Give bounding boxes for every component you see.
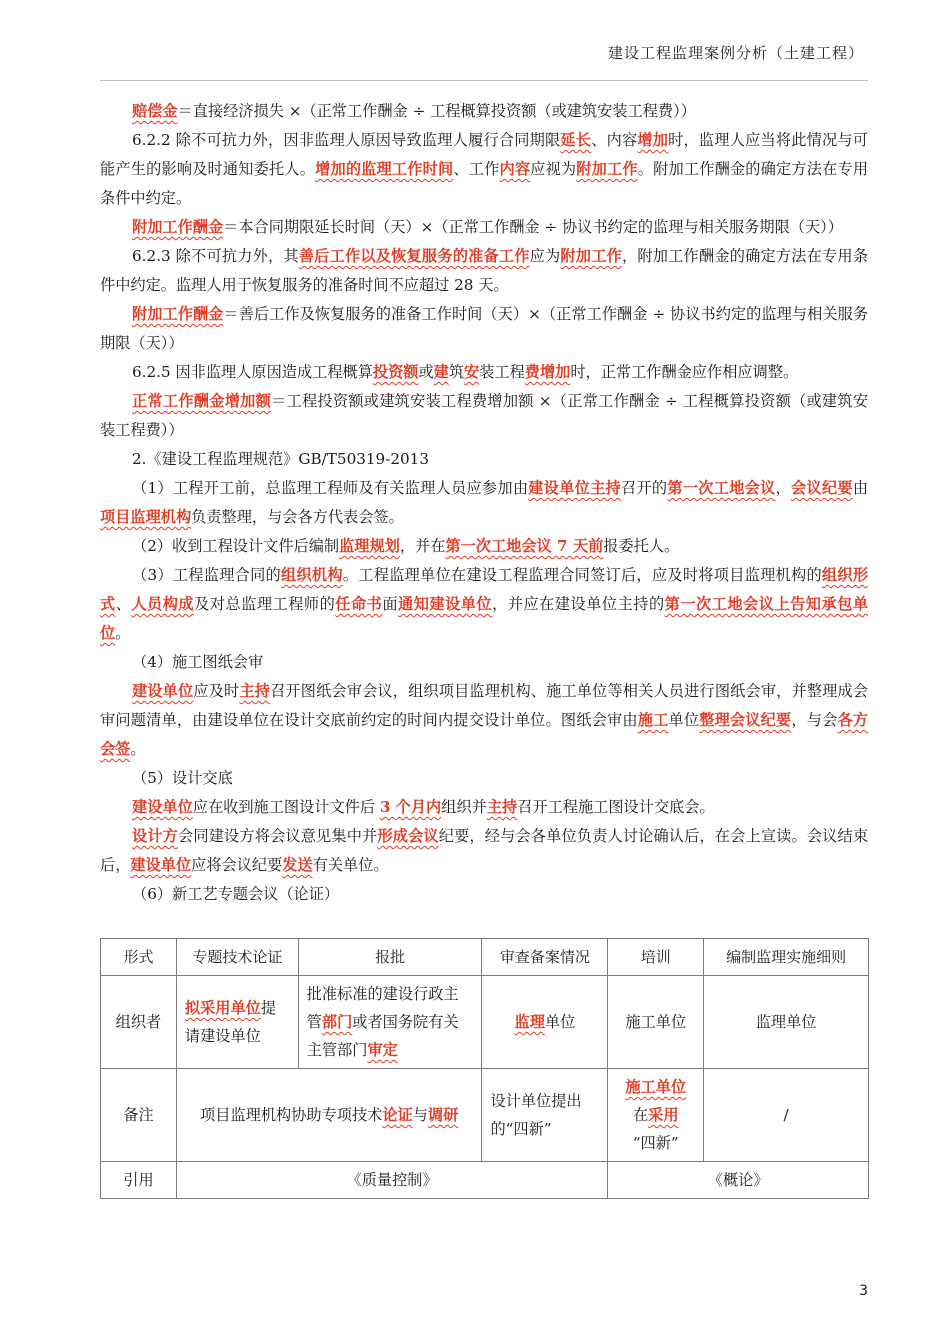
text: （1）工程开工前，总监理工程师及有关监理人员应参加由 — [132, 479, 529, 497]
keyword: 人员构成 — [131, 595, 195, 613]
keyword: 建 — [433, 363, 449, 381]
text: ＝本合同期限延长时间（天）×（正常工作酬金 ÷ 协议书约定的监理与相关服务期限（天）） — [223, 218, 843, 236]
compensation-formula — [100, 97, 868, 126]
text: 应将会议纪要 — [191, 856, 283, 874]
text: ＝直接经济损失 ×（正常工作酬金 ÷ 工程概算投资额（或建筑安装工程费）） — [177, 102, 696, 120]
table-cell — [482, 976, 608, 1069]
keyword: 采用 — [648, 1106, 679, 1124]
keyword: 主持 — [486, 798, 518, 816]
text: 。 — [130, 740, 146, 758]
keyword: 项目监理机构 — [100, 508, 192, 526]
table-cell: 引用 — [101, 1162, 177, 1199]
text: 及对总监理工程师的 — [194, 595, 336, 613]
keyword: 主持 — [239, 682, 271, 700]
text: ，附加工作酬金的确定方法在专用条件中约定。监理人用于恢复服务的准备时间不应超过 28 天。 — [100, 247, 869, 294]
text: 6.2.5 因非监理人原因造成工程概算 — [132, 363, 373, 381]
table-cell — [608, 1069, 704, 1162]
text: 负责整理，与会各方代表会签。 — [191, 508, 404, 526]
additional-fee-formula-2 — [100, 300, 868, 358]
item-2 — [100, 532, 868, 561]
keyword: 任命书 — [335, 595, 383, 613]
keyword: 部门 — [321, 1013, 353, 1031]
text: 、 — [115, 595, 132, 613]
keyword: 安 — [464, 363, 480, 381]
item-5-body-2 — [100, 822, 868, 880]
text: 6.2.2 除不可抗力外，因非监理人原因导致监理人履行合同期限 — [132, 131, 561, 149]
text: 应在收到施工图设计文件后 — [192, 798, 380, 816]
text: 。附加工作酬金的确定方法在专用条件中约定。 — [100, 160, 869, 207]
text: ＝工程投资额或建筑安装工程费增加额 ×（正常工作酬金 ÷ 工程概算投资额（或建筑安装工程费）） — [100, 392, 869, 439]
text: 应为 — [529, 247, 561, 265]
table-cell: / — [704, 1069, 869, 1162]
text: ， — [775, 479, 792, 497]
keyword: 各方会签 — [100, 711, 869, 758]
keyword: 投资额 — [372, 363, 419, 381]
item-3 — [100, 561, 868, 648]
item-5-heading: （5）设计交底 — [132, 769, 233, 787]
table-cell: 设计单位提出的“四新” — [482, 1069, 608, 1162]
text: 时，监理人应当将此情况与可能产生的影响及时通知委托人。 — [100, 131, 868, 178]
keyword: 整理会议纪要 — [699, 711, 792, 729]
keyword: 正常工作酬金增加额 — [132, 392, 272, 410]
keyword: 内容 — [499, 160, 531, 178]
table-cell: 监理单位 — [704, 976, 869, 1069]
page-body — [100, 97, 868, 909]
keyword: 设计方 — [132, 827, 179, 845]
table-cell: 备注 — [101, 1069, 177, 1162]
item-5-body-1 — [100, 793, 868, 822]
page-number: 3 — [859, 1283, 868, 1299]
keyword: 发送 — [282, 856, 313, 874]
keyword: 第一次工地会议 — [667, 479, 776, 497]
keyword: 监理规划 — [339, 537, 400, 555]
keyword: 施工 — [637, 711, 669, 729]
keyword: 附加工作酬金 — [132, 218, 224, 236]
text: 批准标准的建设行政主管 — [306, 985, 459, 1031]
keyword: 增加 — [637, 131, 669, 149]
keyword: 3 个月内 — [379, 798, 442, 816]
keyword: 建设单位 — [132, 682, 194, 700]
table-cell — [176, 1069, 482, 1162]
text: 项目监理机构协助专项技术 — [200, 1106, 383, 1124]
keyword: 施工单位 — [625, 1078, 687, 1096]
table-row — [101, 976, 869, 1069]
text: 由 — [852, 479, 869, 497]
text: 、内容 — [591, 131, 638, 149]
text: 单位 — [544, 1013, 576, 1031]
text: ，并在 — [399, 537, 446, 555]
table-header: 报批 — [298, 939, 482, 976]
keyword: 建设单位主持 — [528, 479, 622, 497]
text: 报委托人。 — [603, 537, 680, 555]
table-cell: 组织者 — [101, 976, 177, 1069]
keyword: 建设单位 — [132, 798, 193, 816]
keyword: 赔偿金 — [132, 102, 178, 120]
text: 纪要，经与会各单位负责人讨论确认后，在会上宣读。会议结束后， — [100, 827, 869, 874]
item-6-heading: （6）新工艺专题会议（论证） — [132, 885, 340, 903]
keyword: 组织形式 — [100, 566, 869, 613]
keyword: 建设单位 — [130, 856, 192, 874]
text: 应视为 — [530, 160, 577, 178]
header-divider — [100, 80, 868, 81]
text: 。工程监理单位在建设工程监理合同签订后，应及时将项目监理机构的 — [342, 566, 822, 584]
text: ，与会 — [791, 711, 838, 729]
text: 有关单位。 — [312, 856, 389, 874]
text: ，并应在建设单位主持的 — [492, 595, 665, 613]
table-header: 编制监理实施细则 — [704, 939, 869, 976]
text: 筑 — [448, 363, 465, 381]
item-4-heading: （4）施工图纸会审 — [132, 653, 264, 671]
table-header: 形式 — [101, 939, 177, 976]
keyword: 附加工作酬金 — [132, 305, 224, 323]
text: 召开的 — [621, 479, 668, 497]
keyword: 费增加 — [524, 363, 571, 381]
fee-increase-formula — [100, 387, 868, 445]
keyword: 形成会议 — [377, 827, 439, 845]
clause-6-2-3 — [100, 242, 868, 300]
text: 应及时 — [193, 682, 240, 700]
text: 6.2.3 除不可抗力外，其 — [132, 247, 299, 265]
keyword: 增加的监理工作时间 — [315, 160, 454, 178]
clause-6-2-5 — [100, 358, 868, 387]
text: （2）收到工程设计文件后编制 — [132, 537, 340, 555]
section-2-heading: 2.《建设工程监理规范》GB/T50319-2013 — [132, 450, 430, 468]
text: 。 — [115, 624, 131, 642]
table-header: 审查备案情况 — [482, 939, 608, 976]
table-cell — [176, 976, 298, 1069]
keyword: 论证 — [382, 1106, 413, 1124]
table-header-row — [101, 939, 869, 976]
keyword: 监理 — [514, 1013, 545, 1031]
keyword: 附加工作 — [576, 160, 638, 178]
text: 与 — [412, 1106, 428, 1124]
keyword: 附加工作 — [560, 247, 622, 265]
text: 或者国务院有关主管部门 — [306, 1013, 459, 1059]
keyword: 第一次工地会议上告知承包单位 — [100, 595, 869, 642]
text: 装工程 — [479, 363, 525, 381]
text: 或 — [418, 363, 434, 381]
text: （3）工程监理合同的 — [132, 566, 282, 584]
table-row — [101, 1069, 869, 1162]
keyword: 会议纪要 — [791, 479, 853, 497]
table-cell: 《概论》 — [608, 1162, 869, 1199]
keyword: 第一次工地会议 7 天前 — [445, 537, 604, 555]
text: 召开图纸会审会议，组织项目监理机构、施工单位等相关人员进行图纸会审，并整理成会审问题清单，由建设单位在设计交底前约定的时间内提交设计单位。图纸会审由 — [100, 682, 869, 729]
item-4-body — [100, 677, 868, 764]
text: 提请建设单位 — [184, 999, 277, 1045]
table-header: 专题技术论证 — [176, 939, 298, 976]
text: 面 — [382, 595, 399, 613]
text: 时，正常工作酬金应作相应调整。 — [570, 363, 799, 381]
text: 会同建设方将会议意见集中并 — [178, 827, 378, 845]
text: “四新” — [632, 1134, 679, 1152]
text: 、工作 — [453, 160, 500, 178]
keyword: 延长 — [560, 131, 592, 149]
text: ＝善后工作及恢复服务的准备工作时间（天）×（正常工作酬金 ÷ 协议书约定的监理与相关服务期限（天）） — [100, 305, 869, 352]
keyword: 通知建设单位 — [398, 595, 493, 613]
new-process-meeting-table — [100, 938, 869, 1199]
keyword: 拟采用单位 — [184, 999, 261, 1017]
text: 在 — [632, 1106, 649, 1124]
table-cell: 施工单位 — [608, 976, 704, 1069]
keyword: 组织机构 — [281, 566, 343, 584]
additional-fee-formula-1 — [100, 213, 868, 242]
table-cell: 《质量控制》 — [176, 1162, 607, 1199]
text: 单位 — [668, 711, 700, 729]
keyword: 善后工作以及恢复服务的准备工作 — [298, 247, 530, 265]
text: 组织并 — [441, 798, 487, 816]
item-1 — [100, 474, 868, 532]
keyword: 调研 — [427, 1106, 459, 1124]
table-row — [101, 1162, 869, 1199]
clause-6-2-2 — [100, 126, 868, 213]
table-header: 培训 — [608, 939, 704, 976]
running-header: 建设工程监理案例分析（土建工程） — [607, 44, 864, 62]
text: 召开工程施工图设计交底会。 — [517, 798, 715, 816]
keyword: 审定 — [367, 1041, 398, 1059]
table-cell — [298, 976, 482, 1069]
